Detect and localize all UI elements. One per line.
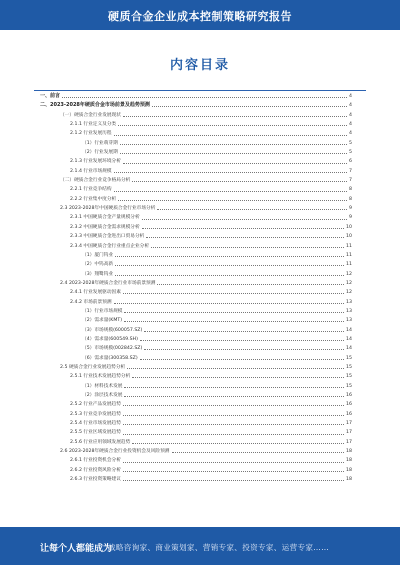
toc-leader-dots — [132, 438, 344, 447]
footer-bar — [0, 527, 400, 565]
toc-page-number: 18 — [346, 467, 352, 473]
toc-entry[interactable] — [0, 466, 400, 475]
toc-leader-dots — [140, 335, 344, 344]
toc-leader-dots — [115, 260, 344, 269]
toc-leader-dots — [115, 251, 344, 260]
toc-entry[interactable] — [0, 298, 400, 307]
toc-entry[interactable] — [0, 157, 400, 166]
toc-entry-text: 2.3.4 中国硬质合金行业重点企业分析 — [70, 243, 150, 249]
toc-entry-text: （5）市场规模(002842.SZ) — [82, 346, 143, 352]
toc-entry[interactable] — [0, 260, 400, 269]
toc-leader-dots — [124, 382, 344, 391]
toc-entry[interactable] — [0, 288, 400, 297]
toc-entry[interactable] — [0, 316, 400, 325]
toc-leader-dots — [120, 139, 347, 148]
toc-leader-dots — [123, 157, 347, 166]
toc-page-number: 17 — [346, 439, 352, 445]
toc-entry-text: （3）市场规模(600057.SZ) — [82, 327, 143, 333]
toc-entry[interactable] — [0, 129, 400, 138]
toc-entry[interactable] — [0, 428, 400, 437]
table-of-contents — [0, 92, 400, 484]
toc-entry[interactable] — [0, 335, 400, 344]
toc-page-number: 5 — [349, 150, 352, 156]
toc-leader-dots — [142, 213, 347, 222]
toc-leader-dots — [123, 400, 344, 409]
toc-leader-dots — [118, 195, 347, 204]
toc-entry-text: 2.1.4 行业市场规模 — [70, 168, 112, 174]
toc-leader-dots — [114, 298, 344, 307]
toc-page-number: 17 — [346, 430, 352, 436]
toc-entry[interactable] — [0, 213, 400, 222]
toc-entry-text: 2.3.3 中国硬质合金进出口贸易分析 — [70, 234, 145, 240]
toc-page-number: 18 — [346, 477, 352, 483]
toc-page-number: 5 — [349, 140, 352, 146]
toc-page-number: 12 — [346, 271, 352, 277]
toc-entry-text: 2.5.3 行业竞争发展趋势 — [70, 411, 121, 417]
toc-divider — [34, 90, 366, 91]
toc-leader-dots — [144, 326, 344, 335]
toc-entry-text: （1）材料技术发展 — [82, 383, 123, 389]
toc-page-number: 9 — [349, 206, 352, 212]
toc-page-number: 15 — [346, 364, 352, 370]
toc-page-number: 8 — [349, 187, 352, 193]
toc-leader-dots — [123, 466, 344, 475]
toc-entry-text: 2.5.6 行业应用领域发展趋势 — [70, 439, 131, 445]
toc-leader-dots — [144, 344, 344, 353]
toc-page-number: 17 — [346, 421, 352, 427]
report-header-bar — [0, 0, 400, 30]
toc-entry-text: （2）涂层技术发展 — [82, 393, 123, 398]
toc-leader-dots — [123, 288, 344, 297]
toc-entry[interactable] — [0, 251, 400, 260]
toc-entry-text: 2.5.2 行业产品发展趋势 — [70, 402, 121, 408]
toc-leader-dots — [123, 111, 347, 120]
toc-entry[interactable] — [0, 195, 400, 204]
toc-entry[interactable] — [0, 456, 400, 465]
toc-heading: 内容目录 — [169, 58, 230, 73]
toc-leader-dots — [124, 307, 344, 316]
toc-page-number: 11 — [346, 252, 352, 258]
toc-entry[interactable] — [0, 307, 400, 316]
toc-page-number: 10 — [346, 224, 352, 230]
toc-entry[interactable] — [0, 363, 400, 372]
toc-page-number: 11 — [346, 243, 352, 249]
toc-entry[interactable] — [0, 382, 400, 391]
toc-leader-dots — [157, 204, 347, 213]
toc-page-number: 7 — [349, 178, 352, 184]
toc-entry[interactable] — [0, 148, 400, 157]
toc-entry[interactable] — [0, 400, 400, 409]
toc-page-number: 4 — [349, 131, 352, 137]
toc-page-number: 4 — [349, 112, 352, 118]
toc-leader-dots — [151, 242, 344, 251]
toc-entry[interactable] — [0, 92, 400, 101]
toc-leader-dots — [157, 279, 344, 288]
toc-leader-dots — [120, 148, 347, 157]
toc-leader-dots — [140, 354, 344, 363]
toc-entry-text: 2.1.1 行业定义及分类 — [70, 122, 117, 128]
toc-page-number: 14 — [346, 327, 352, 333]
toc-entry-text: （6）需求量(300358.SZ) — [82, 355, 138, 361]
toc-leader-dots — [114, 129, 347, 138]
toc-leader-dots — [142, 223, 344, 232]
toc-entry-text: 2.6 2023-2028年硬质合金行业投资机会及风险预测 — [60, 449, 170, 455]
toc-entry[interactable] — [0, 167, 400, 176]
toc-page-number: 16 — [346, 411, 352, 417]
toc-entry-text: 2.6.2 行业投资风险分析 — [70, 467, 121, 473]
toc-entry-text: 2.3.1 中国硬质合金产量规模分析 — [70, 215, 140, 221]
toc-entry[interactable] — [0, 232, 400, 241]
toc-entry[interactable] — [0, 223, 400, 232]
toc-entry[interactable] — [0, 447, 400, 456]
toc-entry-text: （2）行业发展期 — [82, 150, 118, 156]
footer-slogan: 让每个人都能成为 — [40, 544, 113, 554]
toc-page-number: 16 — [346, 393, 352, 398]
toc-entry[interactable] — [0, 326, 400, 335]
toc-entry-text: 二、2023-2028年硬质合金市场前景及趋势预测 — [40, 102, 150, 109]
toc-page-number: 8 — [349, 196, 352, 202]
toc-entry-text: （1）厦门钨业 — [82, 252, 114, 258]
toc-entry-text: （1）行业萌芽期 — [82, 140, 118, 146]
toc-entry[interactable] — [0, 438, 400, 447]
toc-leader-dots — [123, 419, 344, 428]
toc-entry-text: 2.5.4 行业市场发展趋势 — [70, 421, 121, 427]
toc-entry-text: 2.1.2 行业发展历程 — [70, 131, 112, 137]
toc-leader-dots — [123, 428, 344, 437]
footer-services: 战略咨询家、商业策划家、营销专家、投资专家、运营专家…… — [108, 543, 330, 552]
toc-entry-text: 2.1.3 行业发展环境分析 — [70, 159, 121, 165]
toc-leader-dots — [123, 475, 344, 484]
toc-page-number: 14 — [346, 346, 352, 352]
toc-page-number: 16 — [346, 402, 352, 408]
toc-entry-text: 2.5 硬质合金行业发展趋势分析 — [60, 364, 126, 370]
toc-page-number: 11 — [346, 262, 352, 268]
toc-entry-text: （2）中钨高新 — [82, 262, 114, 268]
report-title: 硬质合金企业成本控制策略研究报告 — [108, 10, 292, 23]
toc-leader-dots — [124, 391, 344, 400]
toc-entry[interactable] — [0, 475, 400, 484]
toc-page-number: 12 — [346, 280, 352, 286]
toc-entry-text: 2.3 2023-2028年中国硬质合金行业市场分析 — [60, 206, 156, 212]
toc-entry[interactable] — [0, 176, 400, 185]
toc-page-number: 15 — [346, 383, 352, 389]
toc-page-number: 4 — [349, 122, 352, 128]
toc-page-number: 13 — [346, 318, 352, 324]
toc-entry-text: 2.5.5 行业区域发展趋势 — [70, 430, 121, 436]
toc-entry-text: 2.6.3 行业投资策略建议 — [70, 477, 121, 483]
toc-entry-text: （3）翔鹭钨业 — [82, 271, 114, 277]
toc-page-number: 12 — [346, 290, 352, 296]
toc-entry[interactable] — [0, 185, 400, 194]
toc-leader-dots — [118, 120, 347, 129]
toc-page-number: 15 — [346, 355, 352, 361]
toc-entry[interactable] — [0, 111, 400, 120]
toc-entry-text: 2.4 2023-2028年硬质合金行业市场前景预测 — [60, 280, 156, 286]
toc-entry[interactable] — [0, 204, 400, 213]
toc-page-number: 15 — [346, 374, 352, 380]
toc-entry[interactable] — [0, 344, 400, 353]
toc-entry[interactable] — [0, 419, 400, 428]
toc-entry[interactable] — [0, 279, 400, 288]
toc-entry-text: 2.2.2 行业集中度分析 — [70, 196, 117, 202]
toc-entry[interactable] — [0, 410, 400, 419]
toc-entry[interactable] — [0, 242, 400, 251]
toc-leader-dots — [127, 363, 344, 372]
toc-entry-text: 2.2.1 行业竞争结构 — [70, 187, 112, 193]
toc-leader-dots — [152, 101, 347, 110]
toc-entry[interactable] — [0, 101, 400, 110]
toc-entry-text: 2.6.1 行业投资机会分析 — [70, 458, 121, 464]
toc-page-number: 6 — [349, 159, 352, 165]
toc-page-number: 13 — [346, 299, 352, 305]
toc-page-number: 14 — [346, 336, 352, 342]
toc-entry-text: 2.3.2 中国硬质合金需求规模分析 — [70, 224, 140, 230]
toc-leader-dots — [114, 185, 347, 194]
toc-entry-text: （4）需求量(600549.SH) — [82, 336, 138, 342]
toc-entry-text: （二）硬质合金行业竞争格局分析 — [60, 178, 131, 184]
toc-leader-dots — [132, 176, 347, 185]
toc-page-number: 9 — [349, 215, 352, 221]
toc-entry[interactable] — [0, 270, 400, 279]
toc-leader-dots — [123, 410, 344, 419]
toc-leader-dots — [123, 456, 344, 465]
toc-entry-text: 一、前言 — [40, 93, 61, 99]
toc-entry-text: 2.5.1 行业技术发展趋势分析 — [70, 374, 131, 380]
toc-leader-dots — [62, 92, 347, 101]
toc-entry[interactable] — [0, 120, 400, 129]
toc-entry[interactable] — [0, 139, 400, 148]
toc-leader-dots — [124, 316, 344, 325]
toc-page-number: 7 — [349, 168, 352, 174]
toc-leader-dots — [146, 232, 344, 241]
toc-leader-dots — [132, 372, 344, 381]
toc-entry-text: （一）硬质合金行业发展现状 — [60, 112, 121, 118]
toc-entry[interactable] — [0, 391, 400, 400]
toc-entry[interactable] — [0, 372, 400, 381]
toc-entry-text: （1）行业市场规模 — [82, 308, 123, 314]
toc-entry-text: 2.4.1 行业发展驱动因素 — [70, 290, 121, 296]
toc-entry-text: 2.4.2 市场前景预测 — [70, 299, 112, 305]
toc-entry[interactable] — [0, 354, 400, 363]
toc-page-number: 18 — [346, 458, 352, 464]
toc-page-number: 4 — [349, 94, 352, 99]
toc-leader-dots — [114, 167, 347, 176]
toc-page-number: 18 — [346, 449, 352, 455]
toc-leader-dots — [115, 270, 344, 279]
toc-entry-text: （2）需求量(KMT) — [82, 318, 123, 324]
toc-page-number: 10 — [346, 234, 352, 240]
toc-leader-dots — [172, 447, 344, 456]
toc-page-number: 13 — [346, 308, 352, 314]
toc-page-number: 4 — [349, 103, 352, 109]
